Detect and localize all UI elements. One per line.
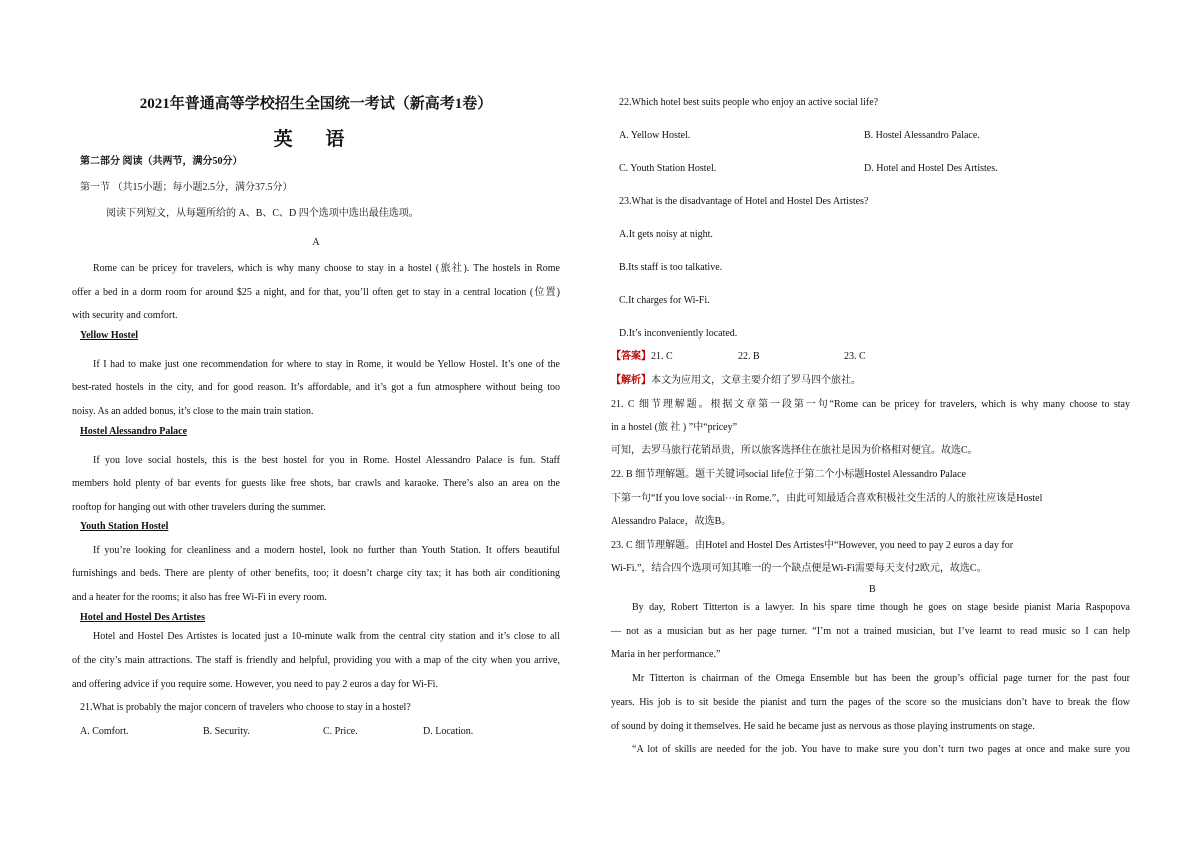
analysis-tag: 【解析】 (611, 375, 651, 386)
answer: 22. B (738, 351, 760, 362)
hostel-line: noisy. As an added bonus, it’s close to the main train station. (72, 406, 314, 417)
answer-row (611, 350, 673, 364)
question-22: 22.Which hotel best suits people who enjoy an active social life? (619, 97, 879, 108)
analysis-line: in a hostel (旅 社 ) ”中“pricey” (611, 422, 738, 433)
passage-b-line: of sound by doing it themselves. He said he became just as nervous as those playing instruments on stage. (611, 721, 1035, 732)
answer: 21. C (651, 351, 673, 362)
passage-a-label: A (312, 237, 320, 248)
option: C.It charges for Wi-Fi. (619, 295, 710, 306)
passage-b-label: B (869, 584, 876, 595)
hostel-line: If you love social hostels, this is the best hostel for you in Rome. Hostel Alessandro Palace is fun. Staff (93, 455, 560, 466)
hostel-line: rooftop for hanging out with other travelers during the summer. (72, 502, 326, 513)
analysis-line: 21. C 细节理解题。根据文章第一段第一句“Rome can be pricey for travelers, which is why many choose to stay (611, 399, 1130, 410)
option: A. Yellow Hostel. (619, 130, 691, 141)
instruction: 阅读下列短文，从每题所给的 A、B、C、D 四个选项中选出最佳选项。 (106, 208, 419, 219)
option: D. Hotel and Hostel Des Artistes. (864, 163, 998, 174)
analysis-line: 23. C 细节理解题。由Hotel and Hostel Des Artistes中“However, you need to pay 2 euros a day for (611, 540, 1014, 551)
hostel-heading: Hostel Alessandro Palace (80, 426, 188, 437)
question-23: 23.What is the disadvantage of Hotel and Hostel Des Artistes? (619, 196, 869, 207)
intro-line: offer a bed in a dorm room for around $25 a night, and for that, you’ll often get to stay in a central location (位置) (72, 287, 560, 298)
hostel-line: If you’re looking for cleanliness and a modern hostel, look no further than Youth Station. It offers beautiful (93, 545, 560, 556)
hostel-heading: Yellow Hostel (80, 330, 139, 341)
option: A.It gets noisy at night. (619, 229, 713, 240)
analysis-line: Alessandro Palace，故选B。 (611, 516, 732, 527)
hostel-heading: Youth Station Hostel (80, 521, 169, 532)
subject-title: 英 语 (273, 129, 359, 150)
analysis-intro: 本文为应用文，文章主要介绍了罗马四个旅社。 (651, 375, 861, 386)
hostel-line: Hotel and Hostel Des Artistes is located just a 10-minute walk from the central city station and it’s close to all (93, 631, 560, 642)
hostel-line: members hold plenty of bar events for guests like free shots, bar crawls and karaoke. There’s also an area on the (72, 478, 560, 489)
option: C. Youth Station Hostel. (619, 163, 717, 174)
option: B. Security. (203, 726, 250, 737)
exam-title: 2021年普通高等学校招生全国统一考试（新高考1卷） (139, 96, 493, 112)
hostel-line: furnishings and beds. There are plenty of other benefits, too; it doesn’t charge city tax; it has both air conditioning (72, 568, 560, 579)
hostel-line: best-rated hostels in the city, and for good reason. It’s affordable, and it’s got a fun atmosphere without being too (72, 382, 560, 393)
option: C. Price. (323, 726, 358, 737)
option: B.Its staff is too talkative. (619, 262, 723, 273)
intro-line: Rome can be pricey for travelers, which is why many choose to stay in a hostel (旅社). The hostels in Rome (93, 263, 560, 274)
question-21: 21.What is probably the major concern of travelers who choose to stay in a hostel? (80, 702, 411, 713)
option: B. Hostel Alessandro Palace. (864, 130, 980, 141)
hostel-line: of the city’s main attractions. The staff is friendly and helpful, providing you with a map of the city when you arrive, (72, 655, 560, 666)
passage-b-line: Maria in her performance.” (611, 649, 721, 660)
passage-b-line: “A lot of skills are needed for the job. You have to make sure you don’t turn two pages at once and make sure you (632, 744, 1130, 755)
hostel-line: and offering advice if you require some. However, you need to pay 2 euros a day for Wi-Fi. (72, 679, 438, 690)
section-heading: 第一节 （共15小题；每小题2.5分，满分37.5分） (80, 182, 293, 193)
part-heading: 第二部分 阅读（共两节，满分50分） (80, 156, 243, 167)
hostel-heading: Hotel and Hostel Des Artistes (80, 612, 205, 623)
passage-b-line: — not as a musician but as her page turner. “I’m not a trained musician, but I’ve learnt to read music so I can help (611, 626, 1130, 637)
answer-tag: 【答案】 (611, 351, 651, 362)
option: D.It’s inconveniently located. (619, 328, 738, 339)
passage-b-line: Mr Titterton is chairman of the Omega Ensemble but has been the group’s official page turner for the past four (632, 673, 1130, 684)
analysis-row (611, 374, 861, 388)
intro-line: with security and comfort. (72, 310, 178, 321)
analysis-line: 下第一句“If you love social⋯in Rome.”，由此可知最适合喜欢积极社交生活的人的旅社应该是Hostel (611, 493, 1043, 504)
analysis-line: 22. B 细节理解题。题干关键词social life位于第二个小标题Hostel Alessandro Palace (611, 469, 966, 480)
answer: 23. C (844, 351, 866, 362)
passage-b-line: years. His job is to sit beside the pianist and turn the pages of the score so the musicians don’t have to break the flow (611, 697, 1130, 708)
hostel-line: and a heater for the rooms; it also has free Wi-Fi in every room. (72, 592, 327, 603)
analysis-line: Wi-Fi.”，结合四个选项可知其唯一的一个缺点便是Wi-Fi需要每天支付2欧元，故选C。 (611, 563, 987, 574)
analysis-line: 可知，去罗马旅行花销昂贵，所以旅客选择住在旅社是因为价格相对便宜。故选C。 (611, 445, 978, 456)
option: D. Location. (423, 726, 474, 737)
option: A. Comfort. (80, 726, 129, 737)
passage-b-line: By day, Robert Titterton is a lawyer. In his spare time though he goes on stage beside pianist Maria Raspopova (632, 602, 1130, 613)
hostel-line: If I had to make just one recommendation for where to stay in Rome, it would be Yellow Hostel. It’s one of the (93, 359, 560, 370)
